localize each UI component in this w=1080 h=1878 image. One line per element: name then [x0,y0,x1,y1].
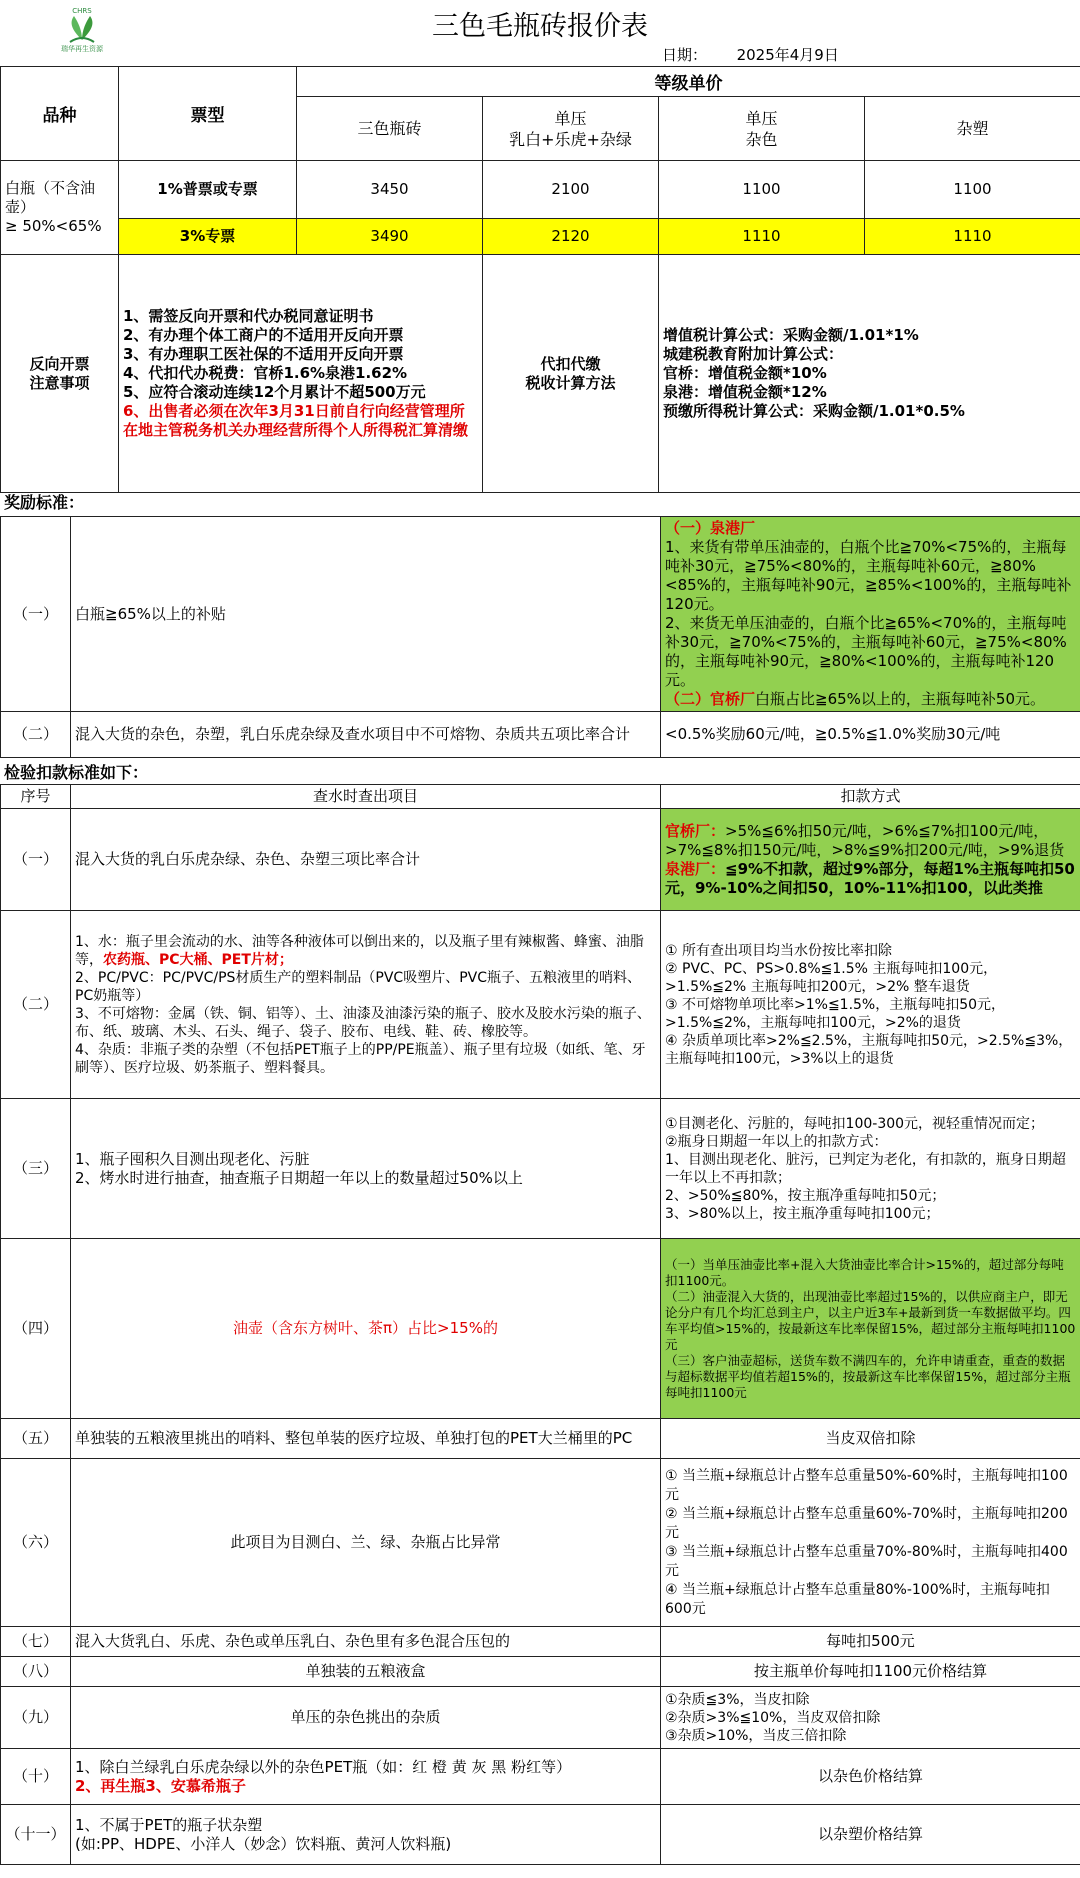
reward-no: （一） [1,517,71,712]
deduct-item: 混入大货的乳白乐虎杂绿、杂色、杂塑三项比率合计 [71,809,661,911]
deduct-item: 1、瓶子囤积久目测出现老化、污脏 2、烤水时进行抽查，抽查瓶子日期超一年以上的数量超过50%以上 [71,1099,661,1239]
tax-formulas: 增值税计算公式：采购金额/1.01*1% 城建税教育附加计算公式： 官桥：增值税金额*10% 泉港：增值税金额*12% 预缴所得税计算公式：采购金额/1.01*0.5% [659,255,1080,493]
deduct-method: 按主瓶单价每吨扣1100元价格结算 [661,1657,1080,1687]
reward-table [0,516,1080,758]
grade-header-cell: 三色瓶砖 [297,97,483,161]
deduct-no: （四） [1,1239,71,1419]
grade-header-cell: 单压 乳白+乐虎+杂绿 [483,97,659,161]
price-table-section [0,66,1080,493]
reward-detail: <0.5%奖励60元/吨，≧0.5%≦1.0%奖励30元/吨 [661,712,1080,758]
deduct-no: （八） [1,1657,71,1687]
deduct-item: 单独装的五粮液里挑出的哨料、整包单装的医疗垃圾、单独打包的PET大兰桶里的PC [71,1419,661,1459]
deduct-item: 1、水：瓶子里会流动的水、油等各种液体可以倒出来的，以及瓶子里有辣椒酱、蜂蜜、油脂等，农药瓶、PC大桶、PET片材； 2、PC/PVC：PC/PVC/PS材质生产的塑料制品（PVC吸塑片、PVC瓶子、五粮液里的哨料、PC奶瓶等） 3、不可熔物：金属（铁、铜、铝等）、土、油漆及油漆污染的瓶子、胶水及胶水污染的瓶子、布、纸、玻璃、木头、石头、绳子、袋子、胶布、电线、鞋、砖、橡胶等。 4、杂质：非瓶子类的杂塑（不包括PET瓶子上的PP/PE瓶盖）、瓶子里有垃圾（如纸、笔、牙刷等）、医疗垃圾、奶茶瓶子、塑料餐具。 [71,911,661,1099]
deduct-table [0,784,1080,1865]
variety-cell: 白瓶（不含油 壶） ≥ 50%<65% [1,161,119,255]
col-item: 查水时查出项目 [71,785,661,809]
reward-no: （二） [1,712,71,758]
price-cell: 3490 [297,219,483,255]
reward-detail: （一）泉港厂 1、来货有带单压油壶的，白瓶个比≧70%<75%的，主瓶每吨补30元，≧75%<80%的，主瓶每吨补60元，≧80%<85%的，主瓶每吨补90元，≧85%<100%的，主瓶每吨补120元。 2、来货无单压油壶的，白瓶个比≧65%<70%的，主瓶每吨补30元，≧70%<75%的，主瓶每吨补60元，≧75%<80%的，主瓶每吨补90元，≧80%<100%的，主瓶每吨补120元。 （二）官桥厂白瓶占比≧65%以上的，主瓶每吨补50元。 [661,517,1080,712]
reverse-notes: 1、需签反向开票和代办税同意证明书 2、有办理个体工商户的不适用开反向开票 3、有办理职工医社保的不适用开反向开票 4、代扣代办税费：官桥1.6%泉港1.62% 5、应符合滚动连续12个月累计不超500万元 6、出售者必须在次年3月31日前自行向经营管理所在地主管税务机关办理经营所得个人所得税汇算清缴 [119,255,483,493]
deduct-no: （十一） [1,1805,71,1865]
deduct-method: （一）当单压油壶比率+混入大货油壶比率合计>15%的，超过部分每吨扣1100元。 （二）油壶混入大货的，出现油壶比率超过15%的，以供应商主户，即无论分户有几个均汇总到主户，以主户近3车+最新到货一车数据做平均。四车平均值>15%的，按最新这车比率保留15%，超过部分主瓶每吨扣1100元 （三）客户油壶超标，送货车数不满四车的，允许申请重查，重查的数据与超标数据平均值若超15%的，按最新这车比率保留15%，超过部分主瓶每吨扣1100元 [661,1239,1080,1419]
price-cell: 2120 [483,219,659,255]
reward-item: 白瓶≧65%以上的补贴 [71,517,661,712]
col-no: 序号 [1,785,71,809]
deduct-no: （一） [1,809,71,911]
deduct-no: （三） [1,1099,71,1239]
deduct-item: 油壶（含东方树叶、茶π）占比>15%的 [71,1239,661,1419]
deduct-title: 检验扣款标准如下： [4,763,149,782]
date-row [662,44,839,65]
deduct-no: （九） [1,1687,71,1749]
date-value: 2025年4月9日 [736,46,839,64]
col-method: 扣款方式 [661,785,1080,809]
reward-item: 混入大货的杂色，杂塑，乳白乐虎杂绿及查水项目中不可熔物、杂质共五项比率合计 [71,712,661,758]
price-cell: 3450 [297,161,483,219]
deduct-no: （二） [1,911,71,1099]
grade-header-cell: 单压 杂色 [659,97,865,161]
col-variety: 品种 [1,67,119,161]
reward-title: 奖励标准： [4,493,85,512]
reverse-label: 反向开票 注意事项 [1,255,119,493]
deduct-item: 单独装的五粮液盒 [71,1657,661,1687]
tax-method-label: 代扣代缴 税收计算方法 [483,255,659,493]
deduct-method: 当皮双倍扣除 [661,1419,1080,1459]
grade-header: 等级单价 [297,67,1080,97]
deduct-method: 每吨扣500元 [661,1627,1080,1657]
deduct-method: 以杂色价格结算 [661,1749,1080,1805]
deduct-no: （六） [1,1459,71,1627]
deduct-no: （十） [1,1749,71,1805]
ticket-cell: 3%专票 [119,219,297,255]
price-cell: 1100 [659,161,865,219]
deduct-method: ①杂质≦3%，当皮扣除 ②杂质>3%≦10%，当皮双倍扣除 ③杂质>10%，当皮三倍扣除 [661,1687,1080,1749]
ticket-cell: 1%普票或专票 [119,161,297,219]
price-cell: 2100 [483,161,659,219]
deduct-item: 单压的杂色挑出的杂质 [71,1687,661,1749]
deduct-method: ① 当兰瓶+绿瓶总计占整车总重量50%-60%时，主瓶每吨扣100元 ② 当兰瓶+绿瓶总计占整车总重量60%-70%时，主瓶每吨扣200元 ③ 当兰瓶+绿瓶总计占整车总重量70%-80%时，主瓶每吨扣400元 ④ 当兰瓶+绿瓶总计占整车总重量80%-100%时，主瓶每吨扣600元 [661,1459,1080,1627]
deduct-item: 混入大货乳白、乐虎、杂色或单压乳白、杂色里有多色混合压包的 [71,1627,661,1657]
deduct-no: （七） [1,1627,71,1657]
grade-header-cell: 杂塑 [865,97,1080,161]
price-cell: 1110 [865,219,1080,255]
deduct-method: ①目测老化、污脏的，每吨扣100-300元，视轻重情况而定； ②瓶身日期超一年以上的扣款方式： 1、目测出现老化、脏污，已判定为老化，有扣款的，瓶身日期超一年以上不再扣款； 2、>50%≦80%，按主瓶净重每吨扣50元； 3、>80%以上，按主瓶净重每吨扣100元； [661,1099,1080,1239]
deduct-item: 1、不属于PET的瓶子状杂塑 (如:PP、HDPE、小洋人（妙念）饮料瓶、黄河人饮料瓶) [71,1805,661,1865]
price-table [0,66,1080,493]
svg-text:CHRS: CHRS [72,7,92,15]
reward-section [0,516,1080,758]
deduct-no: （五） [1,1419,71,1459]
deduct-section [0,784,1080,1865]
deduct-item: 1、除白兰绿乳白乐虎杂绿以外的杂色PET瓶（如：红 橙 黄 灰 黑 粉红等） 2、再生瓶3、安慕希瓶子 [71,1749,661,1805]
price-cell: 1100 [865,161,1080,219]
deduct-method: 以杂塑价格结算 [661,1805,1080,1865]
price-cell: 1110 [659,219,865,255]
date-label: 日期： [662,46,708,64]
deduct-method: ① 所有查出项目均当水份按比率扣除 ② PVC、PC、PS>0.8%≦1.5% 主瓶每吨扣100元，>1.5%≦2% 主瓶每吨扣200元，>2% 整车退货 ③ 不可熔物单项比率>1%≦1.5%，主瓶每吨扣50元，>1.5%≦2%，主瓶每吨扣100元，>2%的退货 ④ 杂质单项比率>2%≦2.5%，主瓶每吨扣50元，>2.5%≦3%，主瓶每吨扣100元，>3%以上的退货 [661,911,1080,1099]
deduct-method: 官桥厂：>5%≦6%扣50元/吨，>6%≦7%扣100元/吨，>7%≦8%扣150元/吨，>8%≦9%扣200元/吨，>9%退货 泉港厂：≦9%不扣款，超过9%部分，每超1%主瓶每吨扣50元，9%-10%之间扣50，10%-11%扣100，以此类推 [661,809,1080,911]
page-title: 三色毛瓶砖报价表 [432,11,648,42]
svg-text:瑞华再生资源: 瑞华再生资源 [61,45,103,53]
deduct-item: 此项目为目测白、兰、绿、杂瓶占比异常 [71,1459,661,1627]
col-ticket: 票型 [119,67,297,161]
